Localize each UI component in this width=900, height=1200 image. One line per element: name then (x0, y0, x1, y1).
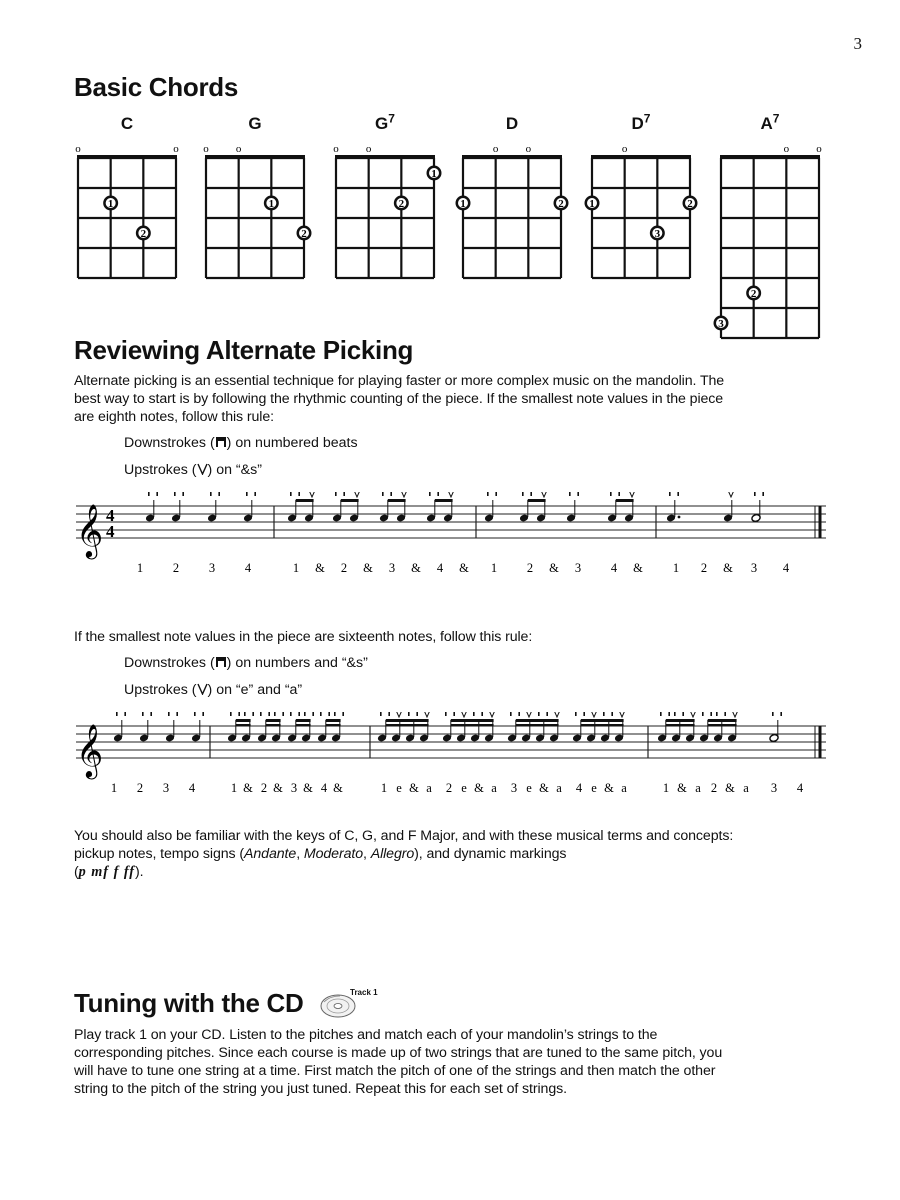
beat-count: 4 (188, 781, 196, 795)
finger-dot (427, 166, 442, 181)
finger-number: 3 (654, 228, 661, 240)
open-string-icon: o (235, 143, 242, 155)
note-beam (581, 719, 624, 722)
downstroke-icon (772, 712, 782, 716)
rule2-upstrokes: Upstrokes ( ) on “e” and “a” (124, 682, 303, 698)
open-string-icon: o (173, 143, 179, 155)
beat-count: 3 (162, 781, 170, 795)
downstroke-icon (660, 712, 670, 716)
note-beam (341, 499, 359, 502)
open-string-icon: o (525, 143, 532, 155)
beat-count: & (243, 781, 253, 795)
beat-count: & (315, 561, 325, 575)
beat-count: & (474, 781, 484, 795)
downstroke-icon (429, 492, 439, 496)
finger-dot (746, 286, 761, 301)
beat-count: 1 (230, 781, 238, 795)
beat-count: a (621, 781, 627, 795)
finger-dot (683, 196, 698, 211)
chord-diagram (709, 140, 831, 348)
note-beam (326, 724, 341, 727)
chord-diagram (580, 140, 702, 288)
downstroke-icon (702, 712, 712, 716)
downstroke-icon (215, 436, 227, 448)
beat-count: e (591, 781, 597, 795)
beat-count: a (695, 781, 701, 795)
note-beam (386, 724, 429, 727)
chord-name: C (120, 114, 134, 133)
downstroke-icon (334, 712, 344, 716)
beat-count: & (549, 561, 559, 575)
downstroke-icon (669, 492, 679, 496)
beat-count: & (723, 561, 733, 575)
downstroke-icon (445, 712, 455, 716)
chord-name: G (248, 114, 262, 133)
familiar-paragraph: You should also be familiar with the keys of C, G, and F Major, and with these musical terms and concepts: pickup notes, tempo signs (Andante, Moderato, Allegro), and dynamic markings (p mf f ff). (74, 828, 734, 880)
beat-count: 3 (290, 781, 298, 795)
note-beam (326, 719, 341, 722)
tempo-allegro: Allegro (370, 846, 415, 862)
downstroke-icon (674, 712, 684, 716)
downstroke-icon (382, 492, 392, 496)
beat-count: & (273, 781, 283, 795)
chord-diagram (324, 140, 446, 288)
note-beam (296, 499, 314, 502)
beat-count: a (491, 781, 497, 795)
beat-count: e (461, 781, 467, 795)
note-beam (516, 719, 559, 722)
beat-count: & (333, 781, 343, 795)
note-beam (516, 724, 559, 727)
beat-count: 2 (136, 781, 144, 795)
downstroke-icon (754, 492, 764, 496)
beat-count: 2 (445, 781, 453, 795)
upstroke-icon (590, 712, 598, 717)
downstroke-icon (575, 712, 585, 716)
downstroke-icon (610, 492, 620, 496)
note-beam (451, 719, 494, 722)
upstroke-icon (460, 712, 468, 717)
finger-number: 2 (558, 198, 564, 210)
note-beam (236, 724, 251, 727)
rule1-downstrokes: Downstrokes ( ) on numbered beats (124, 435, 358, 451)
beat-count: 3 (208, 561, 216, 575)
note-beam (296, 724, 311, 727)
downstroke-icon (148, 492, 158, 496)
time-signature-bottom: 4 (106, 522, 115, 541)
sixteenth-note-staff (74, 712, 834, 802)
note-beam (388, 499, 406, 502)
finger-number: 2 (301, 228, 307, 240)
chord-diagram (194, 140, 316, 288)
note-beam (386, 719, 429, 722)
downstroke-icon (569, 492, 579, 496)
upstroke-icon (689, 712, 697, 717)
upstroke-icon (540, 492, 548, 497)
page-number: 3 (853, 34, 862, 53)
beat-count: & (539, 781, 549, 795)
downstroke-icon (194, 712, 204, 716)
downstroke-icon (603, 712, 613, 716)
upstroke-icon (197, 463, 208, 475)
beat-count: 2 (260, 781, 268, 795)
beat-count: 4 (796, 781, 804, 795)
beat-count: & (411, 561, 421, 575)
upstroke-icon (447, 492, 455, 497)
open-string-icon: o (75, 143, 81, 155)
downstroke-icon (174, 492, 184, 496)
finger-number: 2 (750, 288, 757, 300)
beat-count: 3 (770, 781, 778, 795)
beat-count: 1 (110, 781, 118, 795)
basic-chords-title: Basic Chords (74, 72, 239, 102)
finger-number: 3 (718, 318, 724, 330)
chord-name: $A^7$ (760, 111, 780, 133)
rule2-downstrokes: Downstrokes ( ) on numbers and “&s” (124, 655, 368, 671)
beat-count: 3 (510, 781, 518, 795)
note-beam (266, 724, 281, 727)
note-beam (666, 724, 695, 727)
note-beam (581, 724, 624, 727)
downstroke-icon (335, 492, 345, 496)
beat-count: 2 (340, 561, 348, 575)
upstroke-icon (308, 492, 316, 497)
open-string-icon: o (203, 143, 209, 155)
tuning-body: Play track 1 on your CD. Listen to the pitches and match each of your mandolin’s strings to the corresponding pitches. Since each course is made up of two strings that are tuned to the same pitch, you will have to tune one string at a time. First match the pitch of one of the strings and then match the other string to the pitch of the string you just tuned. Repeat this for each set of strings. (74, 1027, 723, 1097)
finger-dot (394, 196, 409, 211)
finger-number: 1 (431, 168, 437, 180)
downstroke-icon (244, 712, 254, 716)
beat-count: a (426, 781, 432, 795)
beat-count: & (633, 561, 643, 575)
note-beam (296, 719, 311, 722)
track-label: Track 1 (350, 988, 378, 997)
note-beam (236, 719, 251, 722)
beat-count: 4 (575, 781, 583, 795)
beat-count: 1 (292, 561, 300, 575)
treble-clef: 𝄞 (76, 725, 104, 776)
beat-count: 3 (750, 561, 758, 575)
downstroke-icon (538, 712, 548, 716)
beat-count: 4 (244, 561, 252, 575)
beat-count: & (409, 781, 419, 795)
upstroke-icon (488, 712, 496, 717)
beat-count: 2 (172, 561, 180, 575)
beat-count: 3 (574, 561, 582, 575)
open-string-icon: o (333, 143, 339, 155)
downstroke-icon (473, 712, 483, 716)
finger-dot (103, 196, 118, 211)
beat-count: 1 (662, 781, 670, 795)
downstroke-icon (210, 492, 220, 496)
upstroke-icon (197, 683, 208, 695)
downstroke-icon (168, 712, 178, 716)
tuning-title: Tuning with the CD (74, 988, 304, 1018)
rule1-upstrokes: Upstrokes ( ) on “&s” (124, 462, 262, 478)
downstroke-icon (304, 712, 314, 716)
finger-number: 1 (268, 198, 275, 210)
finger-number: 2 (140, 228, 147, 240)
finger-number: 1 (460, 198, 466, 210)
note-beam (266, 719, 281, 722)
note-beam (528, 499, 546, 502)
downstroke-icon (320, 712, 330, 716)
open-string-icon: o (492, 143, 499, 155)
chord-diagram (66, 140, 188, 288)
note-beam (666, 719, 695, 722)
upstroke-icon (395, 712, 403, 717)
beat-count: 1 (490, 561, 498, 575)
finger-dot (456, 196, 471, 211)
dynamic-markings: p mf f ff (78, 864, 136, 880)
open-string-icon: o (365, 143, 372, 155)
finger-number: 2 (398, 198, 405, 210)
upstroke-icon (628, 492, 636, 497)
beat-count: 4 (610, 561, 618, 575)
finger-dot (554, 196, 569, 211)
note-beam (708, 724, 737, 727)
alternate-picking-title: Reviewing Alternate Picking (74, 335, 414, 365)
upstroke-icon (353, 492, 361, 497)
finger-dot (264, 196, 279, 211)
downstroke-icon (230, 712, 240, 716)
note-beam (435, 499, 453, 502)
finger-number: 2 (687, 198, 693, 210)
beat-count: & (677, 781, 687, 795)
note-beam (451, 724, 494, 727)
beat-count: 2 (710, 781, 718, 795)
downstroke-icon (246, 492, 256, 496)
beat-count: 3 (388, 561, 396, 575)
downstroke-icon (380, 712, 390, 716)
beat-count: & (303, 781, 313, 795)
finger-dot (714, 316, 729, 331)
beat-count: 4 (436, 561, 444, 575)
finger-dot (136, 226, 151, 241)
downstroke-icon (215, 656, 227, 668)
upstroke-icon (525, 712, 533, 717)
finger-dot (585, 196, 600, 211)
treble-clef: 𝄞 (76, 505, 104, 556)
beat-count: 2 (526, 561, 534, 575)
chord-name: $G^7$ (375, 111, 395, 133)
downstroke-icon (487, 492, 497, 496)
downstroke-icon (716, 712, 726, 716)
open-string-icon: o (783, 143, 790, 155)
beat-count: & (459, 561, 469, 575)
upstroke-icon (618, 712, 626, 717)
alternate-picking-intro: Alternate picking is an essential technique for playing faster or more complex music on the mandolin. The best way to start is by following the rhythmic counting of the piece. If the smallest note values in the piece are eighth notes, follow this rule: (74, 373, 725, 425)
beat-count: & (604, 781, 614, 795)
beat-count: 1 (380, 781, 388, 795)
time-signature-top: 4 (106, 506, 115, 525)
downstroke-icon (260, 712, 270, 716)
beat-count: 4 (320, 781, 328, 795)
downstroke-icon (290, 712, 300, 716)
tempo-moderato: Moderato (303, 846, 364, 862)
note-dot (678, 516, 681, 519)
beat-count: 4 (782, 561, 790, 575)
beat-count: 1 (136, 561, 144, 575)
downstroke-icon (274, 712, 284, 716)
note-beam (616, 499, 634, 502)
downstroke-icon (142, 712, 152, 716)
beat-count: & (725, 781, 735, 795)
eighth-note-staff (74, 492, 834, 582)
chord-name: $D^7$ (631, 111, 651, 133)
finger-dot (650, 226, 665, 241)
downstroke-icon (510, 712, 520, 716)
beat-count: a (556, 781, 562, 795)
upstroke-icon (727, 492, 735, 497)
chord-name: D (505, 114, 519, 133)
downstroke-icon (522, 492, 532, 496)
beat-count: e (526, 781, 532, 795)
upstroke-icon (553, 712, 561, 717)
beat-count: 1 (672, 561, 680, 575)
beat-count: 2 (700, 561, 708, 575)
finger-number: 1 (589, 198, 595, 210)
downstroke-icon (290, 492, 300, 496)
tempo-andante: Andante (244, 846, 297, 862)
finger-number: 1 (107, 198, 114, 210)
beat-count: a (743, 781, 749, 795)
open-string-icon: o (621, 143, 628, 155)
open-string-icon: o (816, 143, 822, 155)
upstroke-icon (423, 712, 431, 717)
upstroke-icon (731, 712, 739, 717)
sixteenth-intro: If the smallest note values in the piece are sixteenth notes, follow this rule: (74, 629, 533, 645)
beat-count: & (363, 561, 373, 575)
note-beam (708, 719, 737, 722)
finger-dot (297, 226, 312, 241)
chord-diagram (451, 140, 573, 288)
downstroke-icon (408, 712, 418, 716)
upstroke-icon (400, 492, 408, 497)
downstroke-icon (116, 712, 126, 716)
beat-count: e (396, 781, 402, 795)
